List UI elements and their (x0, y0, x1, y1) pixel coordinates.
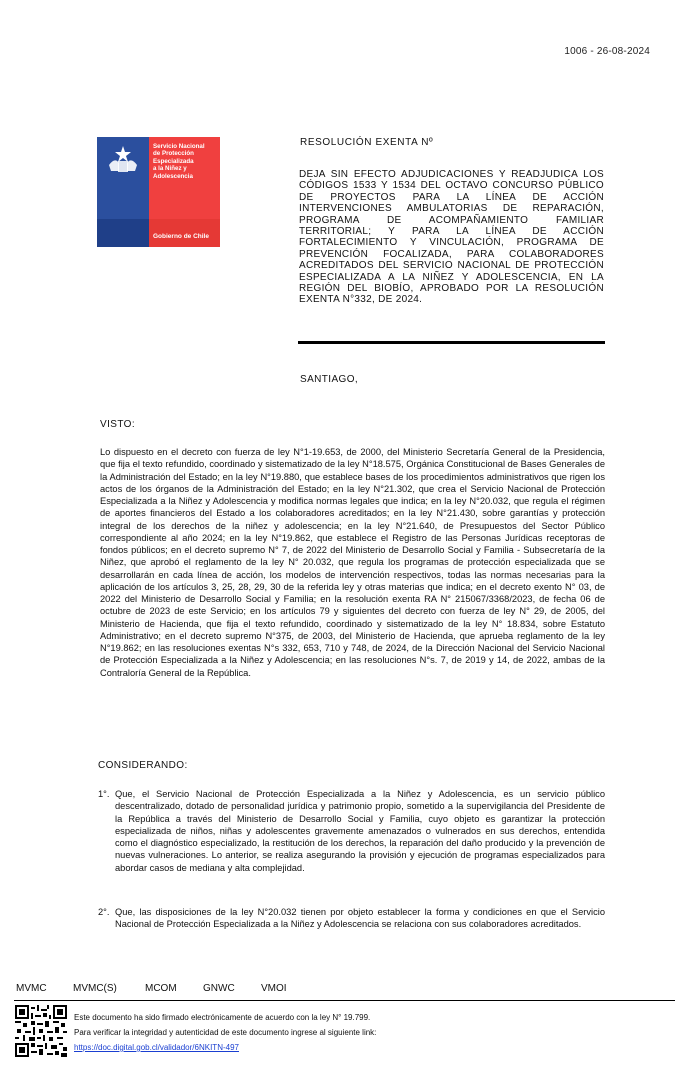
considerando-heading: CONSIDERANDO: (98, 760, 188, 771)
signature-line: Este documento ha sido firmado electrónicamente de acuerdo con la ley N° 19.799. (74, 1013, 371, 1022)
subject-divider (298, 341, 605, 344)
resolution-subject: DEJA SIN EFECTO ADJUDICACIONES Y READJUDICA LOS CÓDIGOS 1533 Y 1534 DEL OCTAVO CONCURSO PÚBLICO DE PROYECTOS PARA LA LÍNEA DE ACCIÓN INTERVENCIONES AMBULATORIAS DE REPARACIÓN, PROGRAMA DE ACOMPAÑAMIENTO FAMILIAR TERRITORIAL; Y PARA LA LÍNEA DE ACCIÓN FORTALECIMIENTO Y VINCULACIÓN, PROGRAMA DE PREVENCIÓN FOCALIZADA, PARA COLABORADORES ACREDITADOS DEL SERVICIO NACIONAL DE PROTECCIÓN ESPECIALIZADA A LA NIÑEZ Y ADOLESCENCIA, EN LA REGIÓN DEL BIOBÍO, APROBADO POR LA RESOLUCIÓN EXENTA N°332, DE 2024. (299, 169, 604, 306)
coat-of-arms-icon (105, 143, 141, 175)
verify-line: Para verificar la integridad y autenticidad de este documento ingrese al siguiente link: (74, 1028, 377, 1037)
item-text: Que, el Servicio Nacional de Protección Especializada a la Niñez y Adolescencia, es un servicio público descentralizado, dotado de personalidad jurídica y patrimonio propio, sometido a la supervigilancia del Presidente de la República a través del Ministerio de Desarrollo Social y Familia, cuyo objeto es garantizar la protección especializada de niños, niñas y adolescentes gravemente amenazados o vulnerados en sus derechos, entendida como el diagnóstico especializado, la restitución de los derechos, la reparación del daño producido y la prevención de nuevas vulneraciones. Lo anterior, se realiza asegurando la provisión y ejecución de programas especializados para abordar casos de mediana y alta complejidad. (115, 789, 605, 873)
considerando-item (98, 788, 605, 874)
document-number: 1006 - 26-08-2024 (564, 46, 650, 57)
item-text: Que, las disposiciones de la ley N°20.032 tienen por objeto establecer la forma y condiciones en que el Servicio Nacional de Protección Especializada a la Niñez y Adolescencia se relaciona con sus colaboradores acreditados. (115, 907, 605, 930)
qr-code-icon[interactable] (15, 1005, 67, 1057)
institution-name: Servicio Nacional de Protección Especializada a la Niñez y Adolescencia (153, 143, 205, 180)
government-label: Gobierno de Chile (153, 233, 209, 240)
visto-paragraph: Lo dispuesto en el decreto con fuerza de ley N°1-19.653, de 2000, del Ministerio Secretaría General de la Presidencia, que fija el texto refundido, coordinado y sistematizado de la ley N°18.575, Orgánica Constitucional de Bases Generales de la Administración del Estado; en la ley N°19.880, que establece bases de los procedimientos administrativos que rigen los actos de los órganos de la Administración del Estado; en la ley N°21.302, que crea el Servicio Nacional de Protección Especializada a la Niñez y Adolescencia y modifica normas legales que indica; en la ley N°20.032, que regula el régimen de aportes financieros del Estado a los colaboradores acreditados; en la ley N°21.430, sobre garantías y protección integral de los derechos de la niñez y adolescencia; en la ley N°21.640, de Presupuestos del Sector Público correspondiente al año 2024; en la ley N°19.862, que establece el Registro de las Personas Jurídicas receptoras de fondos públicos; en el decreto supremo N° 7, de 2022 del Ministerio de Desarrollo Social y Familia - Subsecretaría de la Niñez, que aprobó el reglamento de la ley N° 20.032, que regula los programas de protección especializada que se desarrollarán en cada línea de acción, los modelos de intervención respectivos, todas las normas necesarias para la aplicación de los artículos 3, 25, 28, 29, 30 de la referida ley y otras materias que indica; en el decreto exento N° 03, de 2022 del Ministerio de Desarrollo Social y Familia; en la resolución exenta RA N° 215067/3368/2023, de fecha 06 de octubre de 2023 de este Servicio; en los artículos 79 y siguientes del decreto con fuerza de ley N° 29, de 2005, del Ministerio de Hacienda, que fija el texto refundido, coordinado y sistematizado de la ley N° 18.834, sobre Estatuto Administrativo; en el decreto supremo N°375, de 2003, del Ministerio de Hacienda, que aprueba reglamento de la ley N°19.862; en las resoluciones exentas N°s 332, 653, 710 y 748, de 2024, de la Dirección Nacional del Servicio Nacional de Protección Especializada a la Niñez y Adolescencia; en las resoluciones N°s. 7, de 2019 y 14, de 2022, ambas de la Contraloría General de la República. (100, 447, 605, 678)
initials-item: MVMC(S) (73, 983, 117, 994)
item-number: 2°. (98, 907, 110, 917)
resolution-title: RESOLUCIÓN EXENTA Nº (300, 137, 434, 148)
signature-notice (74, 1010, 376, 1055)
initials-item: VMOI (261, 983, 287, 994)
initials-row (16, 983, 287, 994)
initials-item: GNWC (203, 983, 235, 994)
institution-logo (97, 137, 220, 247)
footer-divider (14, 1000, 675, 1001)
considerando-item (98, 906, 605, 931)
initials-item: MVMC (16, 983, 47, 994)
item-number: 1°. (98, 789, 110, 799)
initials-item: MCOM (145, 983, 177, 994)
verification-link[interactable]: https://doc.digital.gob.cl/validador/6NKITN-497 (74, 1043, 239, 1052)
visto-heading: VISTO: (100, 419, 136, 430)
city-line: SANTIAGO, (300, 374, 359, 385)
